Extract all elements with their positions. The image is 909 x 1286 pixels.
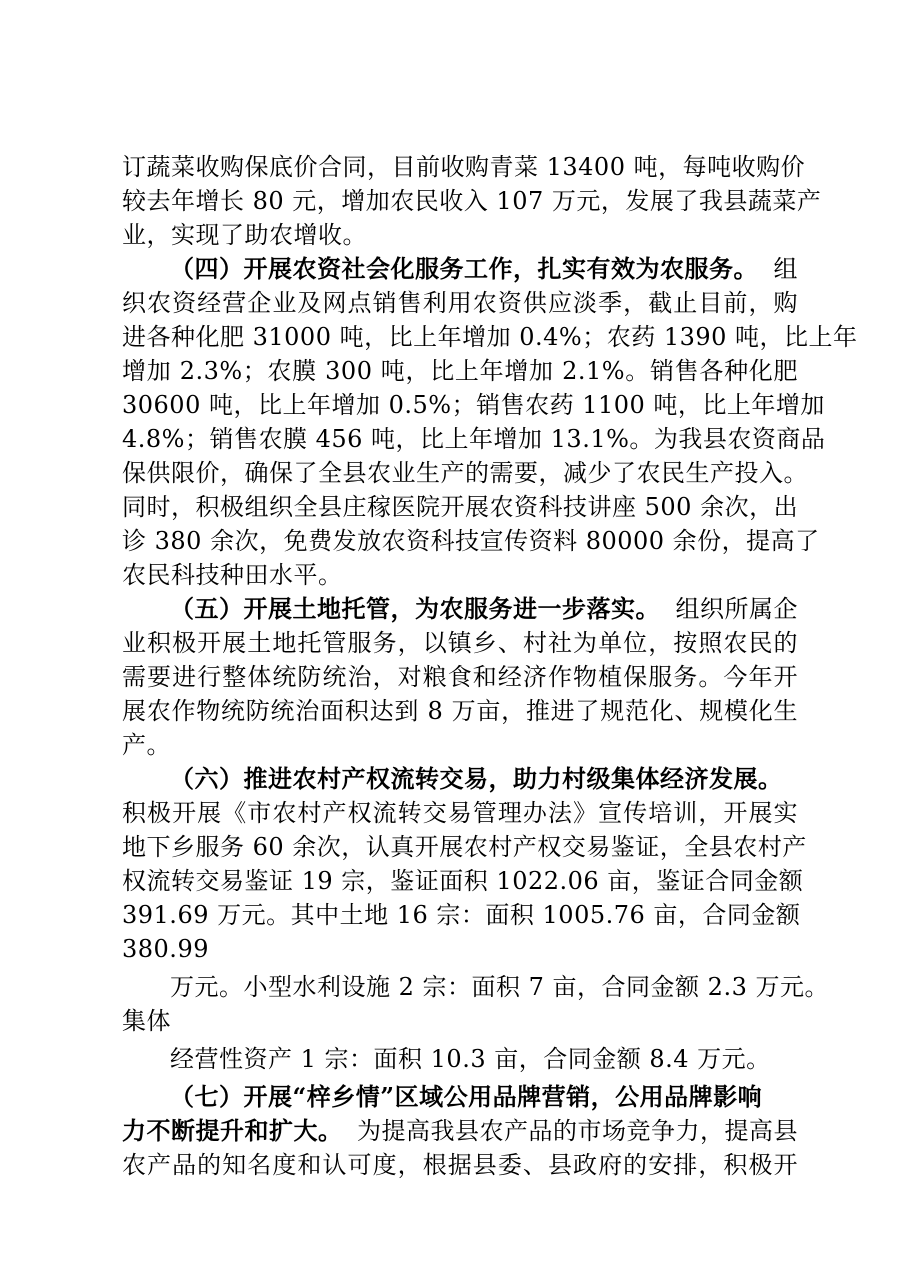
text-line: 进各种化肥 31000 吨，比上年增加 0.4%；农药 1390 吨，比上年 [122,323,858,351]
section-heading: （四）开展农资社会化服务工作，扎实有效为农服务。 [170,254,758,283]
text-fragment: 组织所属企 [675,595,798,623]
paragraph-heading-line [170,252,798,286]
text-line: 4.8%；销售农膜 456 吨，比上年增加 13.1%。为我县农资商品 [122,425,826,453]
text-fragment: 组 [773,255,798,283]
text-line: 较去年增长 80 元，增加农民收入 107 万元，发展了我县蔬菜产 [122,187,822,215]
text-line: 积极开展《市农村产权流转交易管理办法》宣传培训，开展实 [122,799,798,827]
text-line: 农民科技种田水平。 [122,561,343,589]
text-line: 380.99 [122,935,209,963]
paragraph-heading-line [170,762,798,796]
text-line: 产。 [122,731,171,759]
text-line: 391.69 万元。其中土地 16 宗：面积 1005.76 亩，合同金额 [122,901,801,929]
text-line: 订蔬菜收购保底价合同，目前收购青菜 13400 吨，每吨收购价 [122,153,806,181]
paragraph-heading-line [170,592,798,626]
section-heading: （六）推进农村产权流转交易，助力村级集体经济发展。 [170,764,783,793]
text-line: 保供限价，确保了全县农业生产的需要，减少了农民生产投入。 [122,459,808,487]
text-line: 集体 [122,1007,171,1035]
text-line: 权流转交易鉴证 19 宗，鉴证面积 1022.06 亩，鉴证合同金额 [122,867,804,895]
text-line: 经营性资产 1 宗：面积 10.3 亩，合同金额 8.4 万元。 [170,1045,771,1073]
text-line: 30600 吨，比上年增加 0.5%；销售农药 1100 吨，比上年增加 [122,391,825,419]
text-line: 业，实现了助农增收。 [122,221,367,249]
section-heading: （五）开展土地托管，为农服务进一步落实。 [170,594,660,623]
text-line: 织农资经营企业及网点销售利用农资供应淡季，截止目前，购 [122,289,798,317]
text-line: 地下乡服务 60 余次，认真开展农村产权交易鉴证，全县农村产 [122,833,807,861]
text-line: 诊 380 余次，免费发放农资科技宣传资料 80000 余份，提高了 [122,527,820,555]
text-line: 展农作物统防统治面积达到 8 万亩，推进了规范化、规模化生 [122,697,798,725]
text-line: 增加 2.3%；农膜 300 吨，比上年增加 2.1%。销售各种化肥 [122,357,798,385]
section-heading: （七）开展“梓乡情”区域公用品牌营销，公用品牌影响 [170,1082,763,1111]
text-line: 万元。小型水利设施 2 宗：面积 7 亩，合同金额 2.3 万元。 [170,973,829,1001]
section-heading-continued: 力不断提升和扩大。 [122,1116,343,1145]
text-line: 业积极开展土地托管服务，以镇乡、村社为单位，按照农民的 [122,629,798,657]
text-fragment: 为提高我县农产品的市场竞争力，提高县 [357,1117,798,1145]
text-line: 需要进行整体统防统治，对粮食和经济作物植保服务。今年开 [122,663,798,691]
text-line: 同时，积极组织全县庄稼医院开展农资科技讲座 500 余次，出 [122,493,799,521]
paragraph-heading-line [170,1080,798,1114]
paragraph-heading-line [122,1114,798,1148]
text-line: 农产品的知名度和认可度，根据县委、县政府的安排，积极开 [122,1151,798,1179]
